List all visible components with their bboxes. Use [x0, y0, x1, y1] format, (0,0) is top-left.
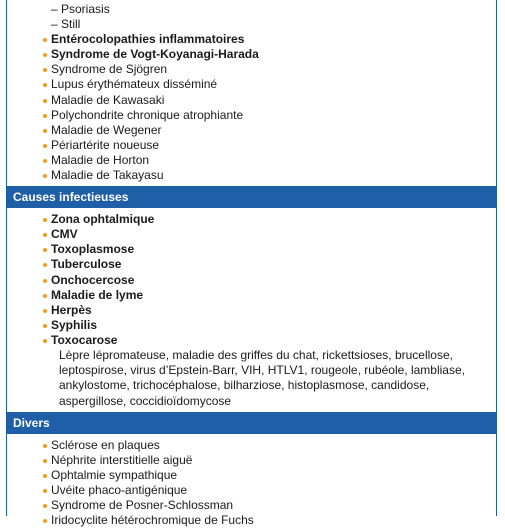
list-item: Syndrome de Vogt-Koyanagi-Harada — [51, 47, 496, 62]
list-item: Sclérose en plaques — [51, 438, 496, 453]
list-item: Onchocercose — [51, 273, 496, 288]
list-item: CMV — [51, 227, 496, 242]
list-item: Syphilis — [51, 318, 496, 333]
list-item: Maladie de Wegener — [51, 123, 496, 138]
list-item: Maladie de Takayasu — [51, 168, 496, 183]
section-header-infectious: Causes infectieuses — [7, 186, 496, 208]
list-item: Syndrome de Sjögren — [51, 62, 496, 77]
list-item: Polychondrite chronique atrophiante — [51, 108, 496, 123]
list-item: Syndrome de Posner-Schlossman — [51, 498, 496, 513]
section-infectious — [7, 186, 496, 409]
list-item: Entérocolopathies inflammatoires — [51, 32, 496, 47]
list-item: Maladie de Kawasaki — [51, 93, 496, 108]
list-item: Maladie de lyme — [51, 288, 496, 303]
infectious-note: Lèpre lépromateuse, maladie des griffes du chat, rickettsioses, brucellose, leptospirose, virus d’Epstein-Barr, VIH, HTLV1, rougeole, rubéole, lambliase, ankylostome, trichocéphalose, bilharziose, histoplasmose, candidose, aspergillose, coccidioïdomycose — [59, 347, 465, 408]
list-item: Toxocarose — [51, 333, 496, 348]
list-item: Lupus érythémateux disséminé — [51, 77, 496, 92]
list-item: Uvéite phaco-antigénique — [51, 483, 496, 498]
list-item: Zona ophtalmique — [51, 212, 496, 227]
list-item: Iridocyclite hétérochromique de Fuchs — [51, 513, 496, 528]
autoimmune-list — [7, 2, 496, 183]
misc-list — [7, 438, 496, 528]
sub-item-still: – Still — [51, 17, 81, 32]
table-frame — [6, 0, 497, 528]
section-autoimmune — [7, 0, 496, 183]
list-item: Néphrite interstitielle aiguë — [51, 453, 496, 468]
list-item: Ophtalmie sympathique — [51, 468, 496, 483]
list-item: Périartérite noueuse — [51, 138, 496, 153]
list-item: Herpès — [51, 303, 496, 318]
list-item: Tuberculose — [51, 257, 496, 272]
infectious-list — [7, 212, 496, 348]
section-misc — [7, 412, 496, 528]
list-item: Maladie de Horton — [51, 153, 496, 168]
list-item: Toxoplasmose — [51, 242, 496, 257]
section-header-misc: Divers — [7, 412, 496, 434]
sub-item-psoriasis: – Psoriasis — [51, 2, 110, 16]
